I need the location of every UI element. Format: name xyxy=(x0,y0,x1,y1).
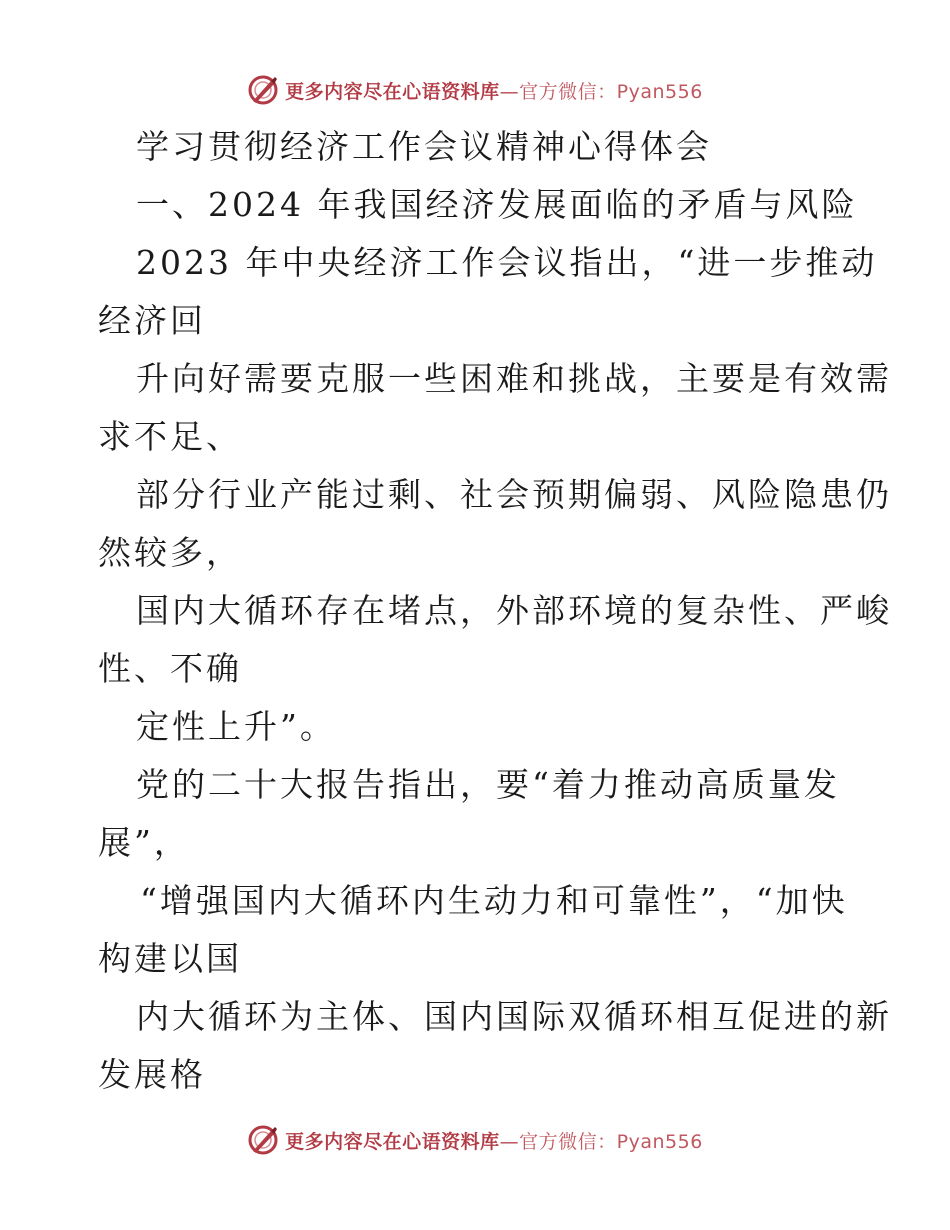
header-banner-dash: — xyxy=(499,80,520,103)
doc-line: “增强国内大循环内生动力和可靠性”，“加快 xyxy=(140,881,848,920)
pen-circle-logo-icon xyxy=(247,74,279,106)
footer-banner-dash: — xyxy=(499,1130,520,1153)
header-banner xyxy=(0,70,950,110)
doc-line: 学习贯彻经济工作会议精神心得体会 xyxy=(136,127,712,166)
header-banner-inner xyxy=(247,74,703,106)
footer-banner-sub: 官方微信：Pyan556 xyxy=(519,1130,703,1153)
doc-line: 性、不确 xyxy=(98,649,242,688)
document-body xyxy=(98,118,892,1104)
doc-line: 部分行业产能过剩、社会预期偏弱、风险隐患仍 xyxy=(136,475,892,514)
footer-banner-main: 更多内容尽在心语资料库 xyxy=(285,1130,500,1153)
doc-line: 2023 年中央经济工作会议指出，“进一步推动 xyxy=(136,243,878,282)
pen-circle-logo-icon xyxy=(247,1124,279,1156)
header-banner-sub: 官方微信：Pyan556 xyxy=(519,80,703,103)
header-banner-text xyxy=(285,77,703,104)
doc-line: 定性上升”。 xyxy=(136,707,336,746)
footer-banner-inner xyxy=(247,1124,703,1156)
doc-line: 国内大循环存在堵点，外部环境的复杂性、严峻 xyxy=(136,591,892,630)
doc-line: 党的二十大报告指出，要“着力推动高质量发 xyxy=(136,765,840,804)
doc-line: 展”， xyxy=(98,823,190,862)
doc-line: 内大循环为主体、国内国际双循环相互促进的新 xyxy=(136,997,892,1036)
doc-line: 求不足、 xyxy=(98,417,242,456)
doc-line: 构建以国 xyxy=(98,939,242,978)
footer-banner xyxy=(0,1120,950,1160)
footer-banner-text xyxy=(285,1127,703,1154)
doc-line: 一、2024 年我国经济发展面临的矛盾与风险 xyxy=(136,185,858,224)
header-banner-main: 更多内容尽在心语资料库 xyxy=(285,80,500,103)
doc-line: 经济回 xyxy=(98,301,206,340)
doc-line: 发展格 xyxy=(98,1055,206,1094)
doc-line: 升向好需要克服一些困难和挑战，主要是有效需 xyxy=(136,359,892,398)
doc-line: 然较多， xyxy=(98,533,242,572)
